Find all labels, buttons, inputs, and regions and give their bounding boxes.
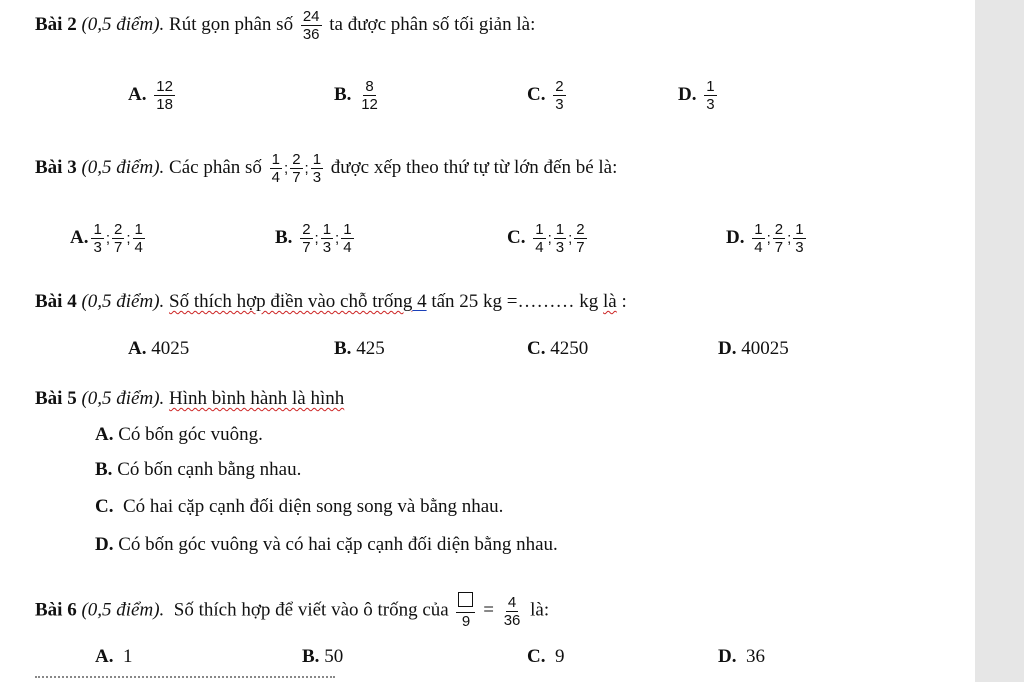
q4-option-a[interactable]: A. 4025 <box>128 338 190 359</box>
q6-option-d[interactable]: D. 36 <box>718 646 765 667</box>
q5-option-b[interactable]: B. Có bốn cạnh bằng nhau. <box>95 459 302 480</box>
q2-points: (0,5 điểm). <box>81 13 165 35</box>
q3-fractions: $\frac{1}{4}$ ; $\frac{2}{7}$ ; $\frac{1}{3}$ <box>271 151 322 186</box>
q2-option-a[interactable]: A. $\frac{12}{18}$ <box>128 78 173 113</box>
q6-option-c[interactable]: C. 9 <box>527 646 565 667</box>
q4-text-rest: tấn 25 kg =……… kg <box>426 291 599 312</box>
window-gutter <box>975 0 1024 682</box>
q2-option-b[interactable]: B. $\frac{8}{12}$ <box>334 78 378 113</box>
q3-text-after: được xếp theo thứ tự từ lớn đến bé là: <box>330 156 618 178</box>
q2-label: Bài 2 <box>35 13 77 35</box>
q6-right-fraction: $\frac{4}{36}$ <box>503 593 521 629</box>
q4-text-num: 4 <box>412 291 427 312</box>
q3-label: Bài 3 <box>35 156 77 178</box>
q6-points: (0,5 điểm). <box>81 599 165 621</box>
q4-text-colon: : <box>616 291 627 312</box>
q3-text-before: Các phân số <box>169 156 262 178</box>
q3-prompt <box>35 151 617 186</box>
q5-text: Hình bình hành là hình <box>169 388 345 409</box>
q2-option-c[interactable]: C. $\frac{2}{3}$ <box>527 78 564 113</box>
q4-option-b[interactable]: B. 425 <box>334 338 385 359</box>
q4-points: (0,5 điểm). <box>81 291 165 312</box>
q2-text-after: ta được phân số tối giản là: <box>329 13 536 35</box>
q4-text-end: là <box>603 291 617 312</box>
blank-box-icon[interactable] <box>458 592 473 607</box>
q6-blank-fraction: 9 <box>456 592 475 630</box>
q5-label: Bài 5 <box>35 388 77 409</box>
q5-option-a[interactable]: A. Có bốn góc vuông. <box>95 424 263 445</box>
q6-prompt <box>35 592 549 630</box>
q5-option-d[interactable]: D. Có bốn góc vuông và có hai cặp cạnh đối diện bằng nhau. <box>95 534 558 555</box>
q3-points: (0,5 điểm). <box>81 156 165 178</box>
q2-prompt <box>35 8 535 43</box>
q4-prompt <box>35 291 627 313</box>
q4-text-main: Số thích hợp điền vào chỗ trống <box>169 291 413 312</box>
q6-option-b[interactable]: B. 50 <box>302 646 344 667</box>
q6-text-after: là: <box>530 599 550 621</box>
q2-text-before: Rút gọn phân số <box>169 13 294 35</box>
q5-points: (0,5 điểm). <box>81 388 165 409</box>
q3-option-d[interactable]: D. $\frac{1}{4}$ ; $\frac{2}{7}$ ; $\frac{1}{3}$ <box>726 221 804 256</box>
q4-label: Bài 4 <box>35 291 77 312</box>
q3-option-c[interactable]: C. $\frac{1}{4}$ ; $\frac{1}{3}$ ; $\frac{2}{7}$ <box>507 221 585 256</box>
q6-text-before: Số thích hợp để viết vào ô trống của <box>173 599 449 621</box>
q5-prompt <box>35 388 344 410</box>
q2-fraction: $\frac{24}{36}$ <box>302 8 320 43</box>
q4-option-d[interactable]: D. 40025 <box>718 338 789 359</box>
q3-option-b[interactable]: B. $\frac{2}{7}$ ; $\frac{1}{3}$ ; $\frac{1}{4}$ <box>275 221 352 256</box>
q6-equals: = <box>483 599 494 621</box>
q2-option-d[interactable]: D. $\frac{1}{3}$ <box>678 78 715 113</box>
q6-option-a[interactable]: A. 1 <box>95 646 133 667</box>
q4-option-c[interactable]: C. 4250 <box>527 338 589 359</box>
q5-option-c[interactable]: C. Có hai cặp cạnh đối diện song song và bằng nhau. <box>95 496 504 517</box>
page-bottom-fragment <box>35 676 335 680</box>
q6-label: Bài 6 <box>35 599 77 621</box>
q3-option-a[interactable]: A. $\frac{1}{3}$ ; $\frac{2}{7}$ ; $\frac{1}{4}$ <box>70 221 143 256</box>
